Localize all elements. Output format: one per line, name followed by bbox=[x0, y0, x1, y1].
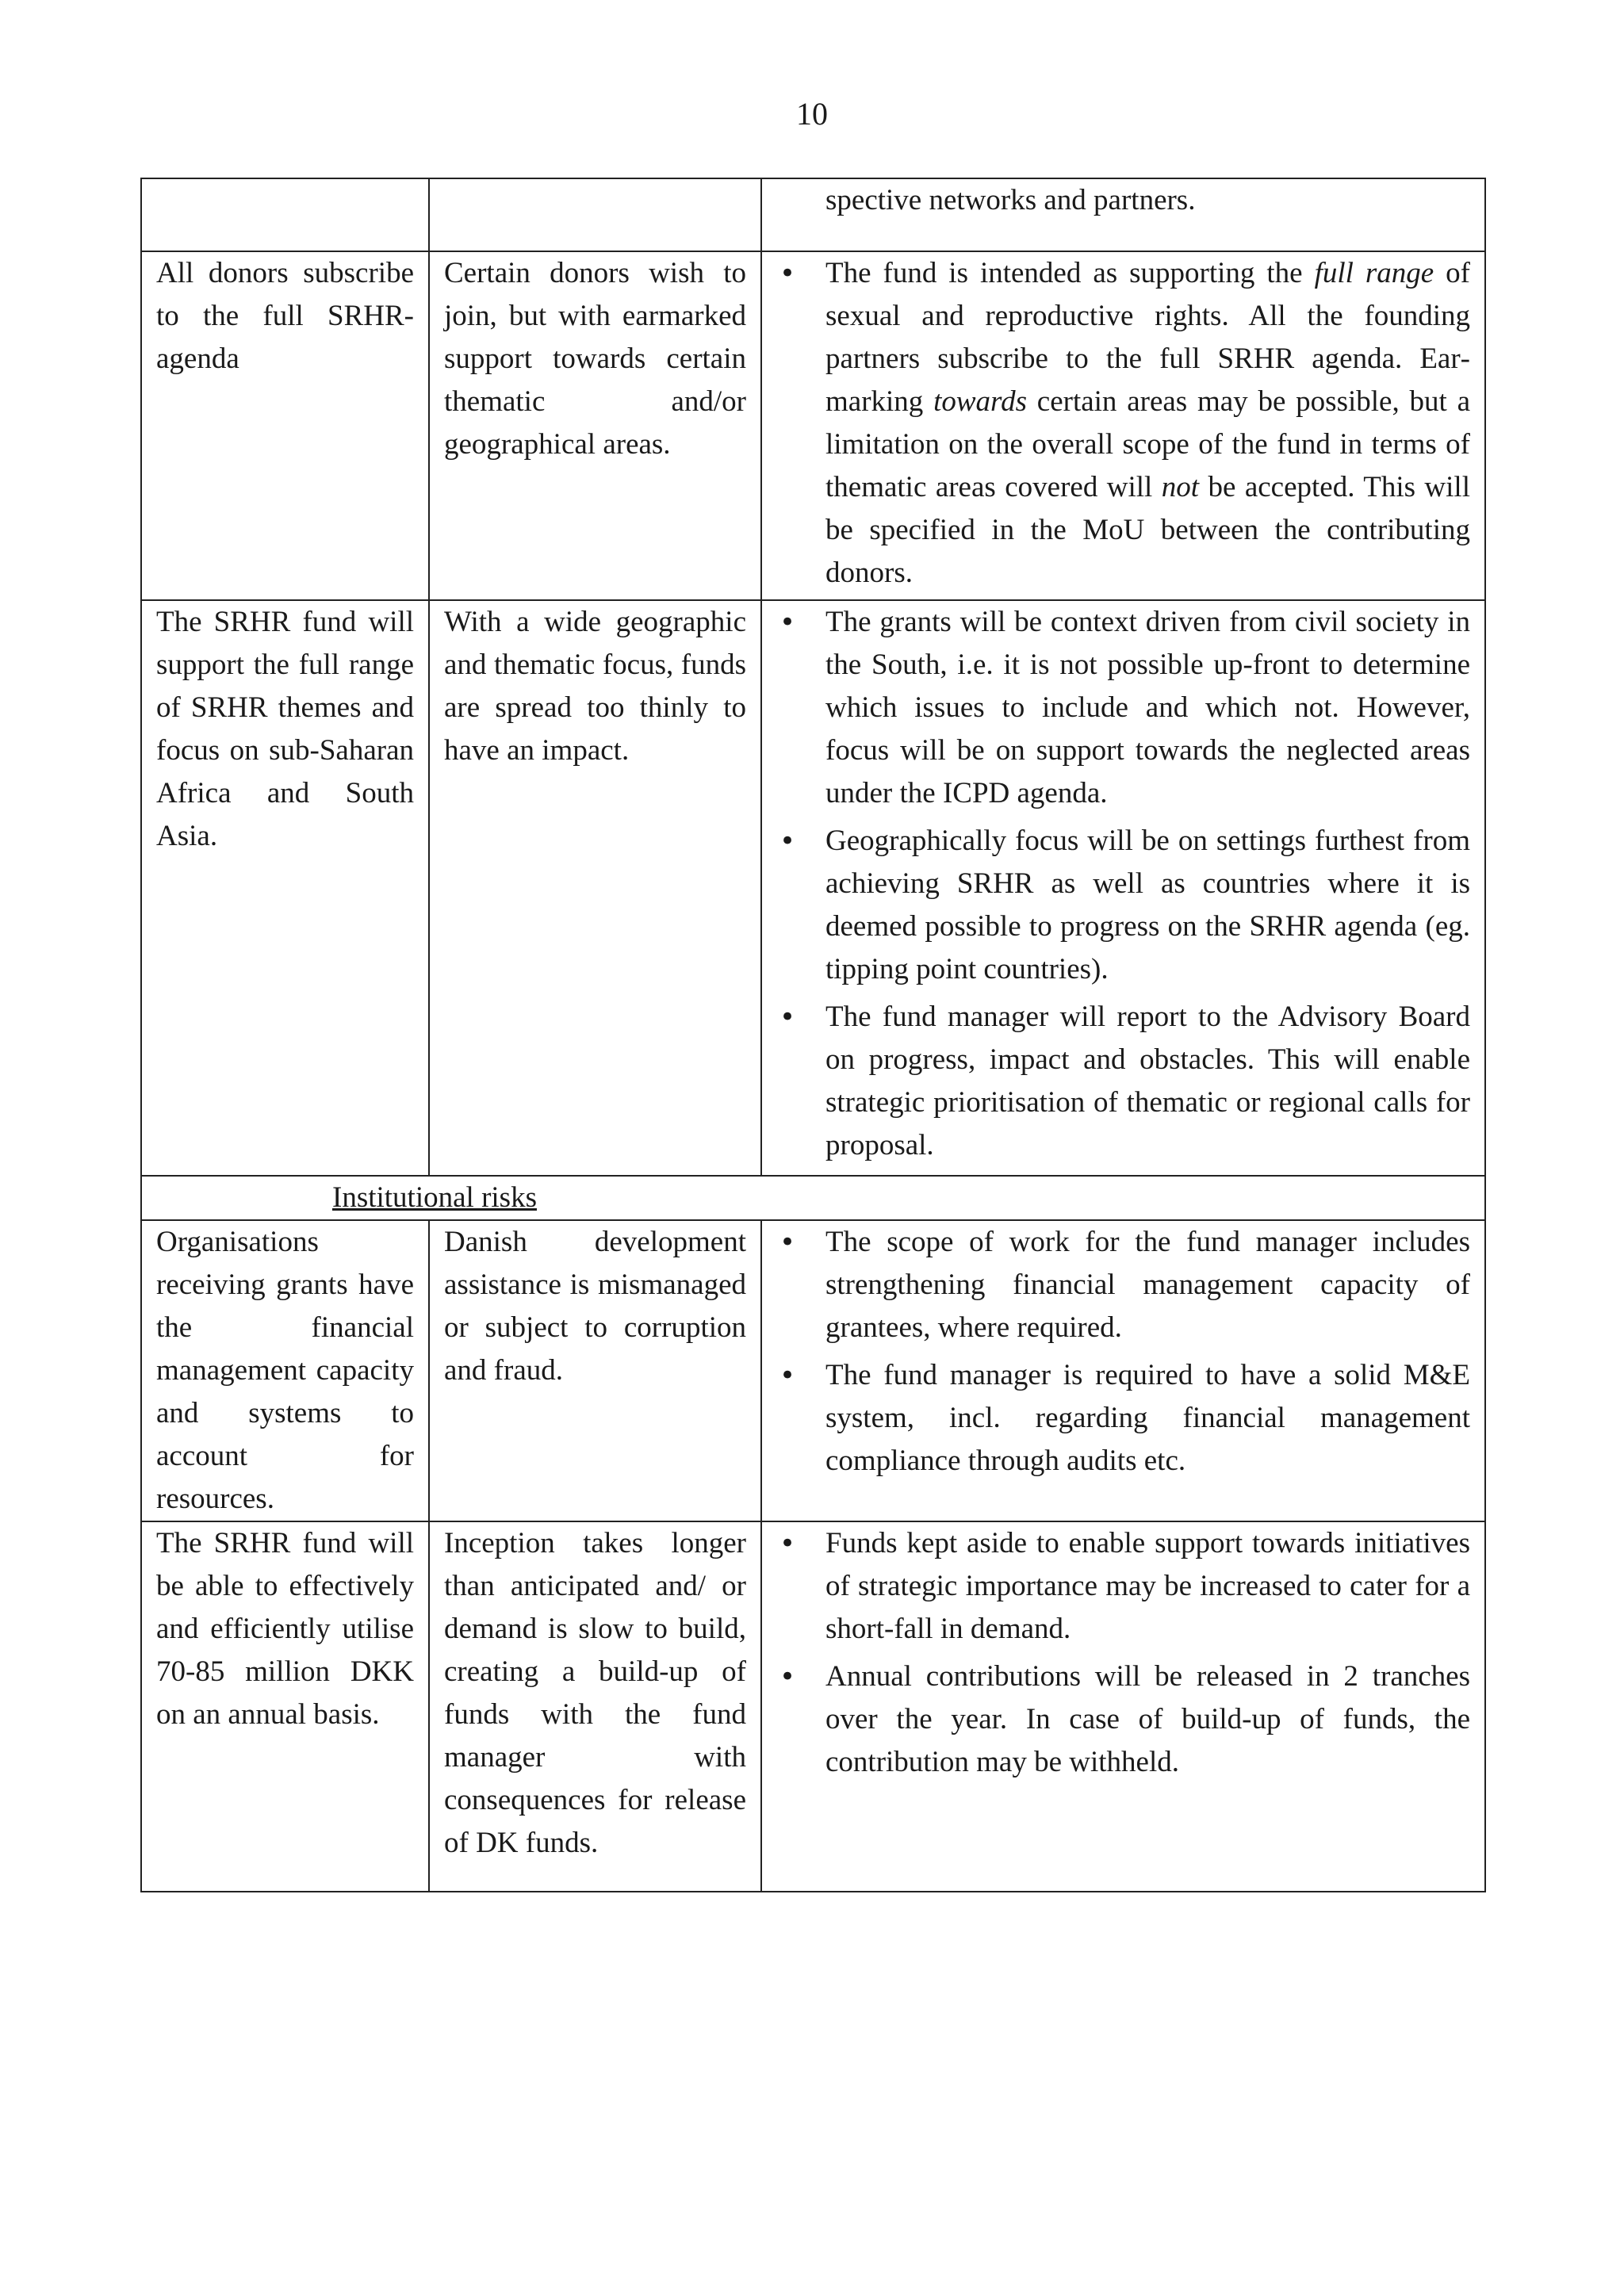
response-list bbox=[776, 1221, 1470, 1483]
risk-cell: The SRHR fund will be able to effectively and efficiently utilise 70-85 million DKK on an annual basis. bbox=[141, 1521, 429, 1892]
risk-factor-cell: Inception takes longer than anticipated and/ or demand is slow to build, creating a build-up of funds with the fund manager with consequences for release of DK funds. bbox=[429, 1521, 761, 1892]
emphasis-text: not bbox=[1161, 471, 1200, 503]
risk-cell bbox=[141, 178, 429, 251]
bullet-text: be accepted. This will be specified in the MoU between the contributing donors. bbox=[825, 471, 1470, 589]
response-bullet bbox=[776, 1221, 1470, 1349]
response-bullet bbox=[776, 996, 1470, 1167]
risk-factor-cell: With a wide geographic and thematic focus, funds are spread too thinly to have an impact. bbox=[429, 600, 761, 1176]
section-heading-row bbox=[141, 1176, 1485, 1220]
table-row bbox=[141, 251, 1485, 600]
response-list bbox=[776, 1522, 1470, 1784]
page-number: 10 bbox=[796, 96, 828, 132]
bullet-text: Geographically focus will be on settings furthest from achieving SRHR as well as countries where it is deemed possible to progress on the SRHR agenda (eg. tipping point countries). bbox=[825, 825, 1470, 985]
risk-factor-cell bbox=[429, 178, 761, 251]
response-list bbox=[776, 252, 1470, 595]
section-heading: Institutional risks bbox=[141, 1176, 1485, 1220]
response-bullet bbox=[776, 1522, 1470, 1651]
response-cell bbox=[761, 178, 1485, 251]
table-row bbox=[141, 1220, 1485, 1521]
response-bullet bbox=[776, 1354, 1470, 1483]
response-cell bbox=[761, 600, 1485, 1176]
response-cell bbox=[761, 1220, 1485, 1521]
bullet-text: Funds kept aside to enable support towards initiatives of strategic importance may be increased to cater for a short-fall in demand. bbox=[825, 1527, 1470, 1645]
response-list bbox=[776, 601, 1470, 1167]
risk-cell: The SRHR fund will support the full range of SRHR themes and focus on sub-Saharan Africa and South Asia. bbox=[141, 600, 429, 1176]
emphasis-text: towards bbox=[933, 385, 1027, 418]
response-cell bbox=[761, 1521, 1485, 1892]
bullet-text: of sexual and reproductive rights. All the founding partners subscribe to the full SRHR agenda. Earmarking bbox=[825, 257, 1470, 418]
bullet-text: The scope of work for the fund manager includes strengthening financial management capacity of grantees, where required. bbox=[825, 1226, 1470, 1344]
continued-text: spective networks and partners. bbox=[825, 184, 1196, 216]
emphasis-text: full range bbox=[1314, 257, 1434, 289]
risk-cell: All donors subscribe to the full SRHR-agenda bbox=[141, 251, 429, 600]
bullet-text: The grants will be context driven from civil society in the South, i.e. it is not possible up-front to determine which issues to include and which not. However, focus will be on support towards the neglected areas under the ICPD agenda. bbox=[825, 606, 1470, 809]
response-bullet bbox=[776, 252, 1470, 595]
table-row bbox=[141, 600, 1485, 1176]
bullet-text: The fund is intended as supporting the bbox=[825, 257, 1315, 289]
risk-factor-cell: Danish development assistance is mismanaged or subject to corruption and fraud. bbox=[429, 1220, 761, 1521]
response-bullet bbox=[776, 820, 1470, 991]
risk-table bbox=[140, 178, 1486, 1892]
risk-factor-cell: Certain donors wish to join, but with earmarked support towards certain thematic and/or geographical areas. bbox=[429, 251, 761, 600]
bullet-text: The fund manager will report to the Advisory Board on progress, impact and obstacles. This will enable strategic prioritisation of thematic or regional calls for proposal. bbox=[825, 1001, 1470, 1161]
table-row bbox=[141, 178, 1485, 251]
response-bullet bbox=[776, 1655, 1470, 1784]
response-cell bbox=[761, 251, 1485, 600]
risk-cell: Organisations receiving grants have the financial management capacity and systems to account for resources. bbox=[141, 1220, 429, 1521]
bullet-text: certain areas may be possible, but a limitation on the overall scope of the fund in terms of thematic areas covered will bbox=[825, 385, 1470, 503]
bullet-text: Annual contributions will be released in 2 tranches over the year. In case of build-up of funds, the contribution may be withheld. bbox=[825, 1660, 1470, 1778]
bullet-text: The fund manager is required to have a solid M&E system, incl. regarding financial management compliance through audits etc. bbox=[825, 1359, 1470, 1477]
response-bullet bbox=[776, 601, 1470, 815]
table-row bbox=[141, 1521, 1485, 1892]
